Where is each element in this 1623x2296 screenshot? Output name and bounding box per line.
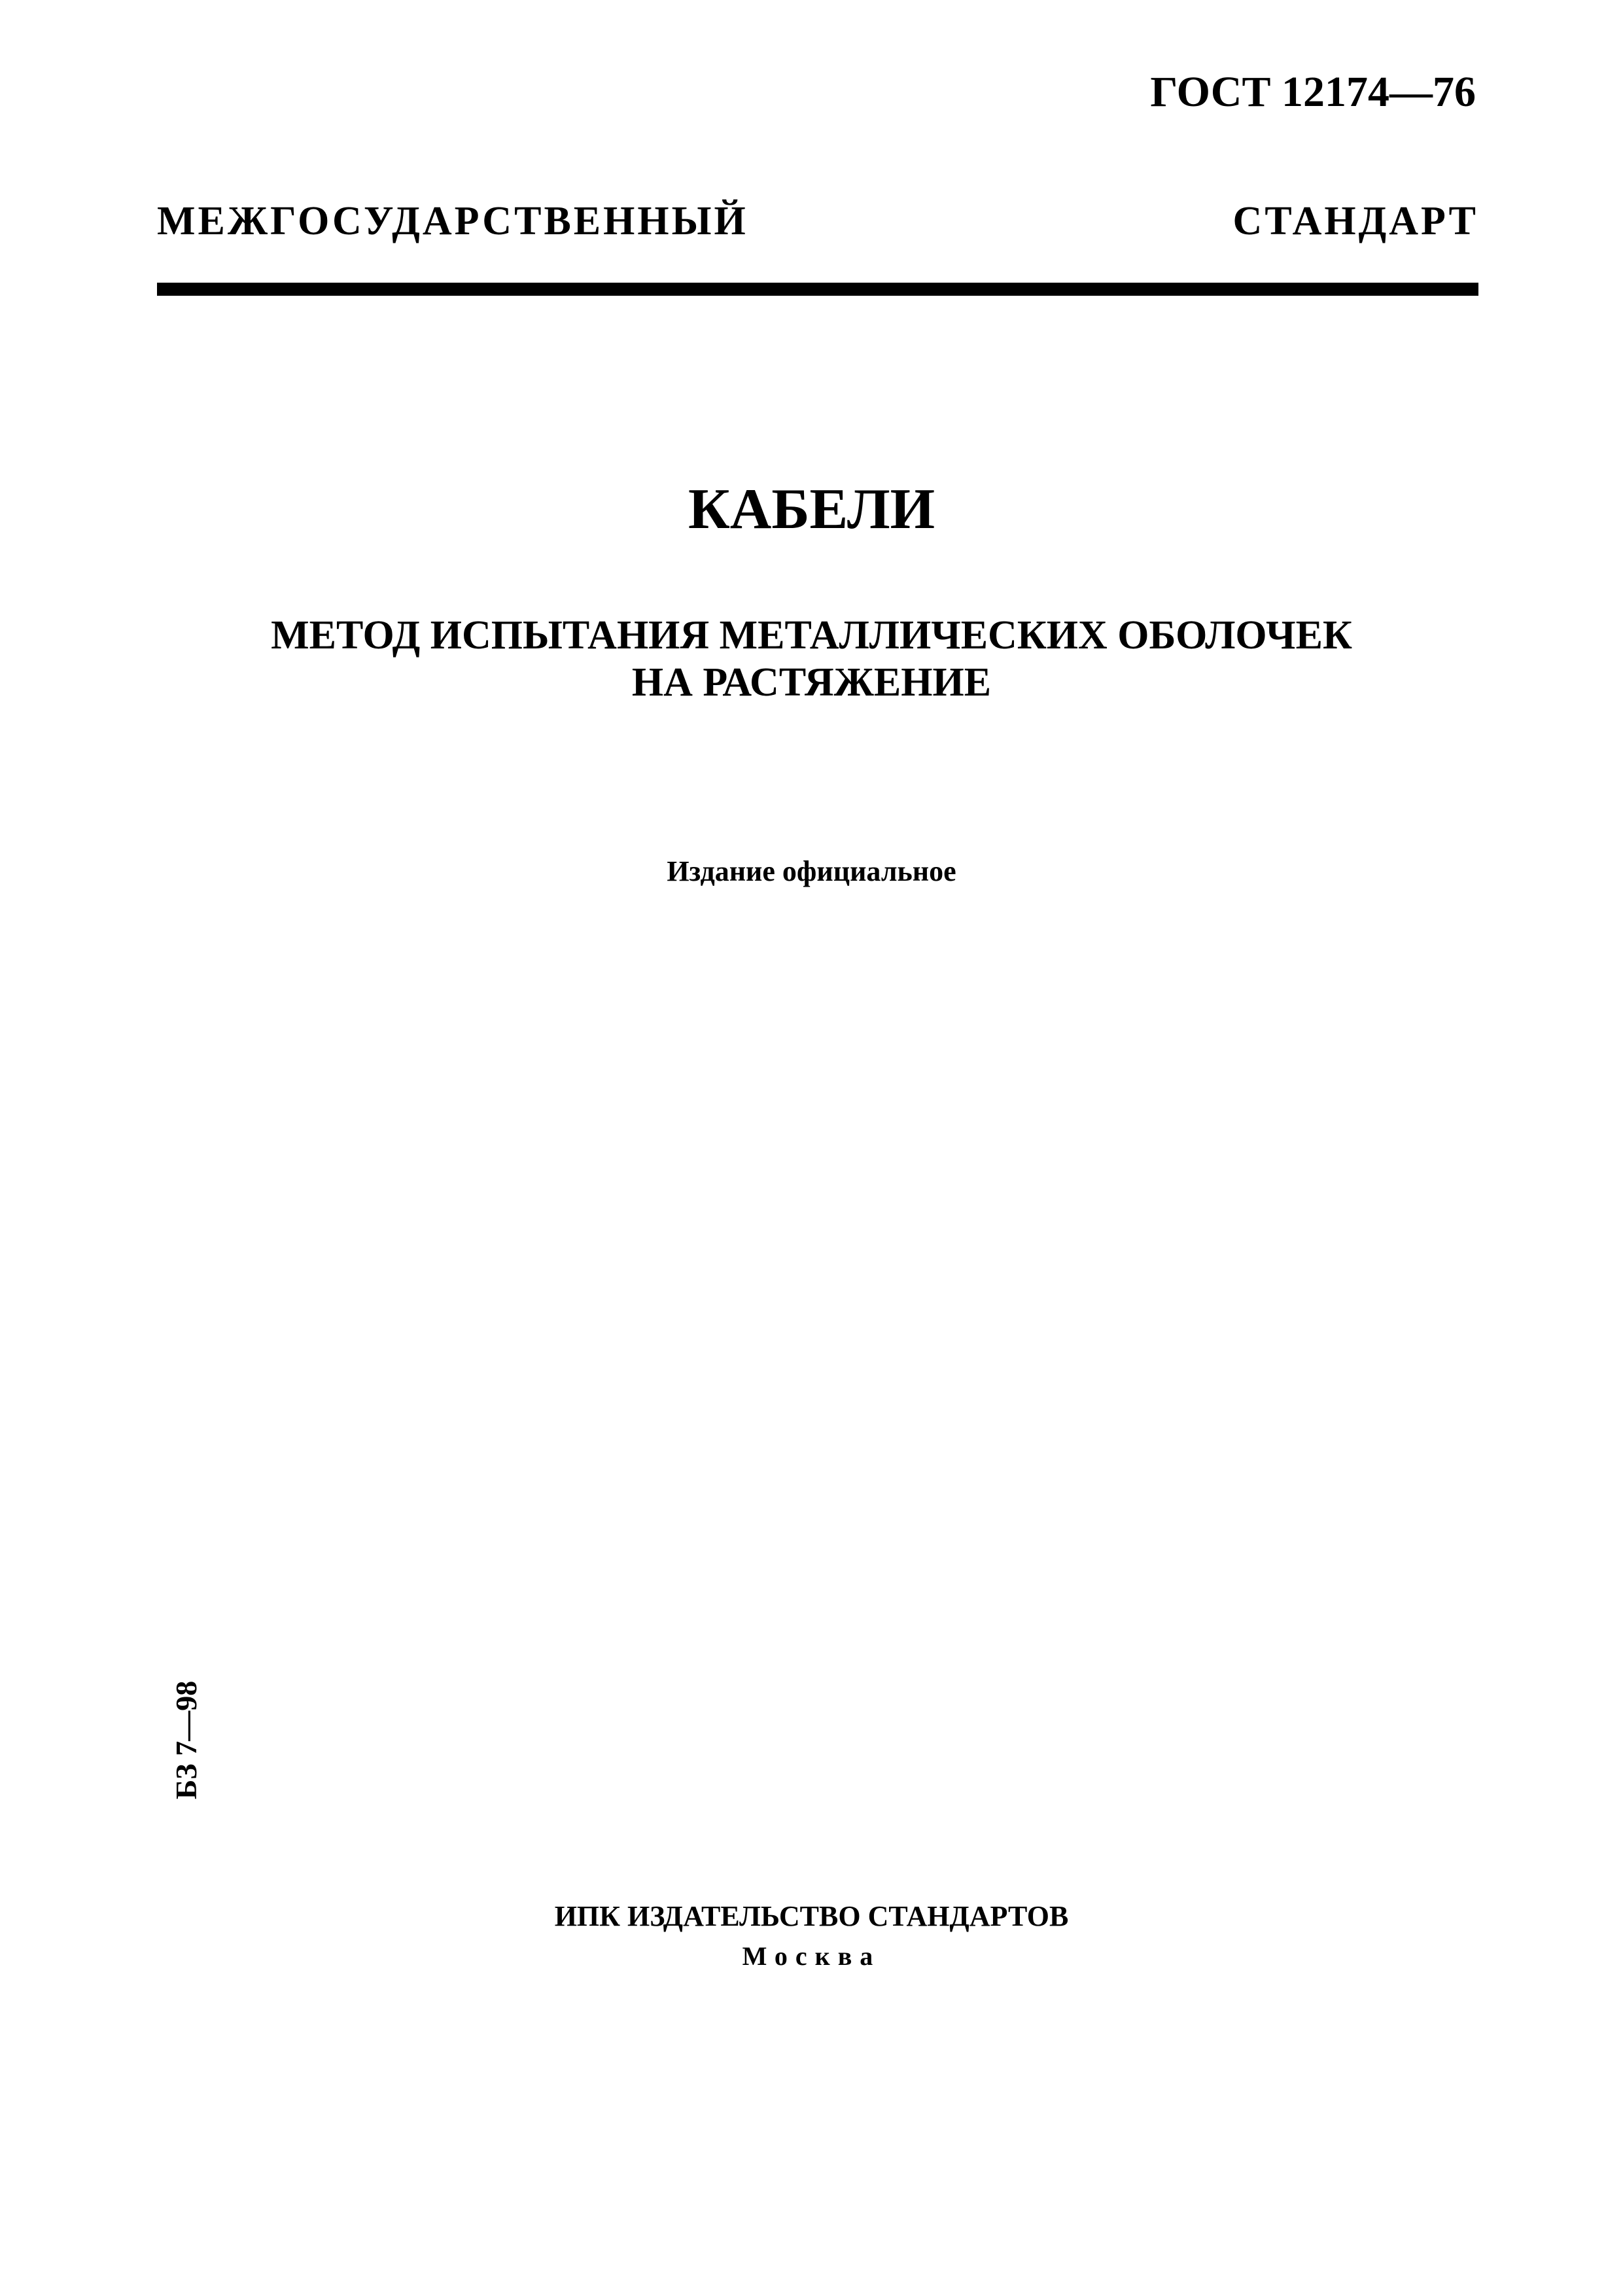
- publisher-name: ИПК ИЗДАТЕЛЬСТВО СТАНДАРТОВ: [554, 1900, 1069, 1932]
- document-subtitle: [0, 612, 1623, 706]
- header-divider: [157, 283, 1478, 296]
- subtitle-line-1: МЕТОД ИСПЫТАНИЯ МЕТАЛЛИЧЕСКИХ ОБОЛОЧЕК: [271, 613, 1352, 658]
- standard-type-heading: МЕЖГОСУДАРСТВЕННЫЙ СТАНДАРТ: [157, 199, 1478, 243]
- side-code: БЗ 7—98: [169, 1680, 203, 1799]
- publisher-city: Москва: [742, 1941, 881, 1971]
- standard-number: ГОСТ 12174—76: [1150, 68, 1476, 116]
- subtitle-line-2: НА РАСТЯЖЕНИЕ: [631, 660, 992, 705]
- document-title: КАБЕЛИ: [688, 478, 935, 541]
- edition-note: Издание официальное: [667, 855, 956, 887]
